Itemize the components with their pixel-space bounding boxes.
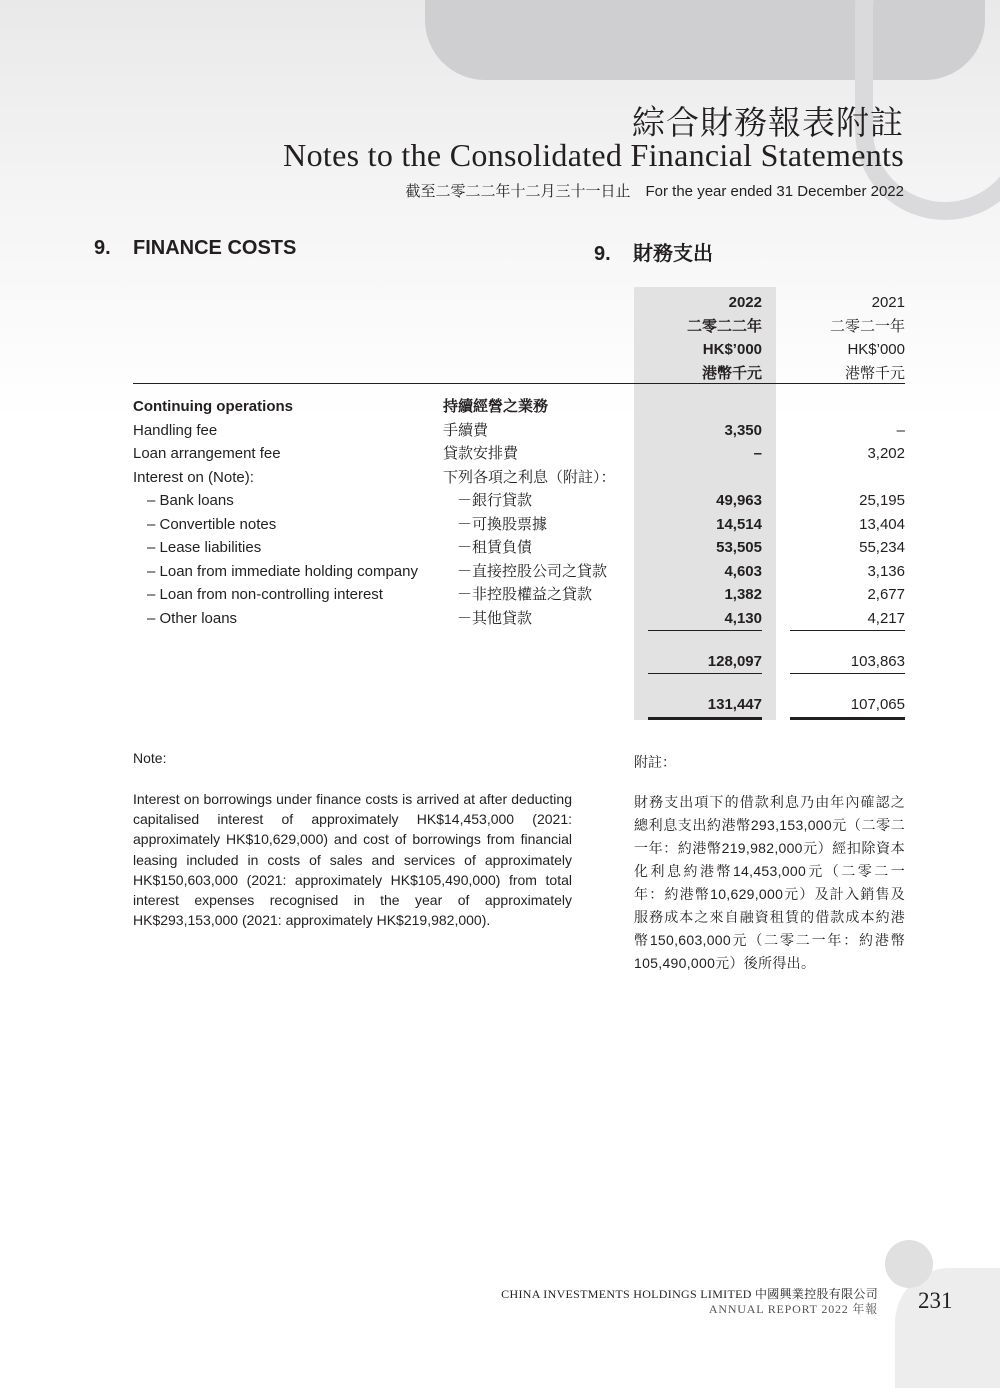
table-row [0, 513, 1000, 536]
row-label-cn: －直接控股公司之貸款 [457, 563, 608, 580]
total-double-rule-2021 [790, 717, 905, 720]
column-header-2021 [790, 291, 905, 385]
value-2022: 49,963 [716, 492, 762, 509]
column-year: 2021 [871, 294, 905, 311]
row-label-en: Continuing operations [133, 398, 293, 415]
header-divider [133, 383, 905, 384]
value-2021: 2,677 [867, 586, 905, 603]
total-rule-2021 [790, 673, 905, 674]
table-row [0, 560, 1000, 583]
total-row [0, 693, 1000, 716]
table-row [0, 395, 1000, 418]
section-title-cn: 財務支出 [633, 243, 713, 265]
row-label-cn: －租賃負債 [457, 539, 533, 556]
row-label-cn: 下列各項之利息（附註）： [443, 469, 616, 486]
table-row [0, 442, 1000, 465]
value-2022: – [753, 445, 762, 462]
column-unit-cn: 港幣千元 [701, 364, 762, 382]
total-2021: 107,065 [850, 696, 905, 713]
footer-company-name: CHINA INVESTMENTS HOLDINGS LIMITED 中國興業控股有限公司 [501, 1287, 878, 1301]
value-2021: 25,195 [859, 492, 905, 509]
row-label-cn: －其他貸款 [457, 610, 533, 627]
subtotal-rule-2021 [790, 630, 905, 631]
page-subtitle: 截至二零二二年十二月三十一日止 For the year ended 31 December 2022 [405, 183, 904, 200]
column-year-cn: 二零二二年 [686, 317, 762, 335]
section-title-en: FINANCE COSTS [133, 237, 297, 259]
page-title-en: Notes to the Consolidated Financial Statements [283, 137, 904, 173]
page-number: 231 [918, 1288, 953, 1313]
row-label-en: – Loan from immediate holding company [147, 563, 418, 580]
column-unit-cn: 港幣千元 [844, 364, 905, 382]
row-label-en: Loan arrangement fee [133, 445, 281, 462]
value-2022: 4,603 [724, 563, 762, 580]
footer-decorative-circle [885, 1240, 933, 1288]
section-heading-en [94, 237, 296, 260]
table-row [0, 583, 1000, 606]
value-2022: 53,505 [716, 539, 762, 556]
row-label-cn: －非控股權益之貸款 [457, 586, 593, 603]
note-label-cn: 附註： [634, 754, 676, 770]
value-2021: 13,404 [859, 516, 905, 533]
row-label-en: Handling fee [133, 422, 218, 439]
row-label-en: – Bank loans [147, 492, 234, 509]
row-label-en: – Lease liabilities [147, 539, 262, 556]
table-row [0, 489, 1000, 512]
value-2021: 3,202 [867, 445, 905, 462]
value-2022: 3,350 [724, 422, 762, 439]
section-number: 9. [94, 237, 111, 259]
table-row [0, 466, 1000, 489]
subtotal-2021: 103,863 [850, 653, 905, 670]
section-number: 9. [594, 243, 611, 265]
value-2021: 4,217 [867, 610, 905, 627]
row-label-cn: －銀行貸款 [457, 492, 533, 509]
subtotal-2022: 128,097 [707, 653, 762, 670]
row-label-cn: －可換股票據 [457, 516, 548, 533]
value-2022: 4,130 [724, 610, 762, 627]
value-2022: 14,514 [716, 516, 762, 533]
table-row [0, 419, 1000, 442]
section-heading-cn [594, 237, 713, 266]
subtotal-rule-2022 [648, 630, 762, 631]
column-year-cn: 二零二一年 [829, 317, 905, 335]
footer-report-name: ANNUAL REPORT 2022 年報 [708, 1302, 878, 1316]
subtotal-row [0, 650, 1000, 673]
note-label-en: Note: [133, 750, 167, 766]
value-2022: 1,382 [724, 586, 762, 603]
column-header-2022 [634, 291, 762, 385]
value-2021: 55,234 [859, 539, 905, 556]
column-year: 2022 [728, 294, 762, 311]
column-unit: HK$’000 [702, 341, 762, 358]
table-row [0, 607, 1000, 630]
row-label-en: – Other loans [147, 610, 238, 627]
row-label-cn: 持續經營之業務 [443, 398, 549, 415]
column-unit: HK$’000 [847, 341, 905, 358]
note-text-cn: 財務支出項下的借款利息乃由年內確認之總利息支出約港幣293,153,000元（二零二一年：約港幣219,982,000元）經扣除資本化利息約港幣14,453,000元（二零二一年：約港幣10,629,000元）及計入銷售及服務成本之來自融資租賃的借款成本約港幣150,603,000元（二零二一年：約港幣105,490,000元）後所得出。 [634, 794, 905, 971]
note-text-en: Interest on borrowings under finance costs is arrived at after deducting capitalised interest of approximately HK$14,453,000 (2021: approximately HK$10,629,000) and cost of borrowings from financial leasing included in costs of sales and services of approximately HK$150,603,000 (2021: approximately HK$105,490,000) from total interest expenses recognised in the year of approximately HK$293,153,000 (2021: approximately HK$219,982,000). [133, 791, 572, 929]
page-title-cn: 綜合財務報表附註 [632, 103, 904, 142]
row-label-cn: 手續費 [443, 422, 489, 439]
total-2022: 131,447 [707, 696, 762, 713]
table-row [0, 536, 1000, 559]
row-label-en: Interest on (Note): [133, 469, 254, 486]
value-2021: 3,136 [867, 563, 905, 580]
total-double-rule-2022 [648, 717, 762, 720]
total-rule-2022 [648, 673, 762, 674]
row-label-cn: 貸款安排費 [443, 445, 519, 462]
row-label-en: – Loan from non-controlling interest [147, 586, 383, 603]
value-2021: – [896, 422, 905, 439]
row-label-en: – Convertible notes [147, 516, 277, 533]
